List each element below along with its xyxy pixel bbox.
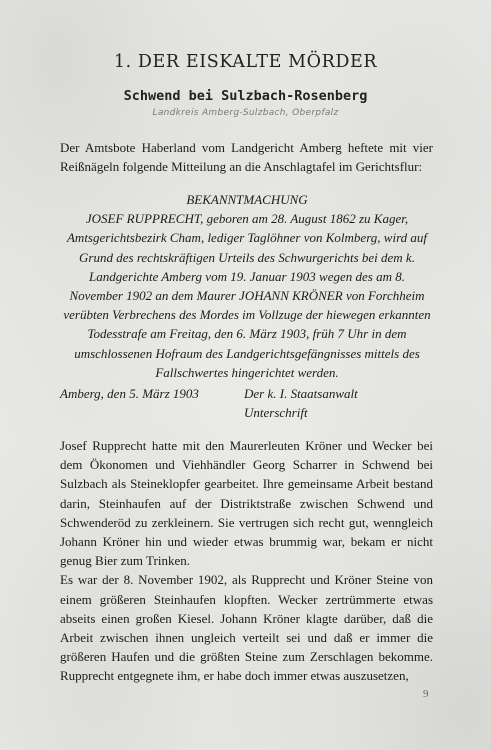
notice-heading: BEKANNTMACHUNG: [186, 192, 308, 207]
signatory-title: Der k. I. Staatsanwalt: [244, 386, 358, 401]
official-notice: [62, 190, 432, 382]
story-paragraph: Es war der 8. November 1902, als Rupprecht und Kröner Steine von einem größeren Steinhaufen klopften. Wecker zertrümmerte etwas abseits einen großen Kiesel. Johann Kröner klagte darüber, daß die Arbeit zwischen ihnen ungleich verteilt sei und daß er immer die größeren Haufen und die größten Steine zum Zerschlagen bekomme. Rupprecht entgegnete ihm, er habe doch immer etwas auszusetzen,: [60, 572, 433, 684]
story-paragraph: Josef Rupprecht hatte mit den Maurerleuten Kröner und Wecker bei dem Ökonomen und Viehhändler Georg Scharrer in Schwend bei Sulzbach als Steineklopfer gearbeitet. Ihre gemeinsame Arbeit bestand darin, Steinhaufen auf der Distriktstraße zwischen Schwend und Schwenderöd zu zerkleinern. Sie vertrugen sich recht gut, wenngleich Johann Kröner hin und wieder etwas brummig war, bekam er nicht genug Bier zum Trinken.: [60, 438, 433, 569]
place-title: Schwend bei Sulzbach-Rosenberg: [123, 88, 368, 104]
page-number: 9: [423, 688, 429, 700]
notice-signatory: [244, 384, 358, 422]
story-text: [60, 436, 433, 686]
chapter-title: 1. DER EISKALTE MÖRDER: [113, 52, 378, 72]
place-subtitle: Landkreis Amberg-Sulzbach, Oberpfalz: [152, 108, 339, 118]
intro-paragraph: Der Amtsbote Haberland vom Landgericht Amberg heftete mit vier Reißnägeln folgende Mitteilung an die Anschlagtafel im Gerichtsflur:: [60, 140, 433, 175]
notice-place-date: Amberg, den 5. März 1903: [60, 386, 199, 401]
signatory-signature: Unterschrift: [244, 405, 308, 421]
notice-text: JOSEF RUPPRECHT, geboren am 28. August 1862 zu Kager, Amtsgerichtsbezirk Cham, lediger Taglöhner von Kolmberg, wird auf Grund des rechtskräftigen Urteils des Schwurgerichts bei dem k. Landgerichte Amberg vom 19. Januar 1903 wegen des am 8. November 1902 an dem Maurer JOHANN KRÖNER von Forchheim verübten Verbrechens des Mordes im Vollzuge der hiewegen erkannten Todesstrafe am Freitag, den 6. März 1903, früh 7 Uhr in dem umschlossenen Hofraum des Landgerichtsgefängnisses mittels des Fallschwertes hingerichtet werden.: [63, 211, 431, 380]
